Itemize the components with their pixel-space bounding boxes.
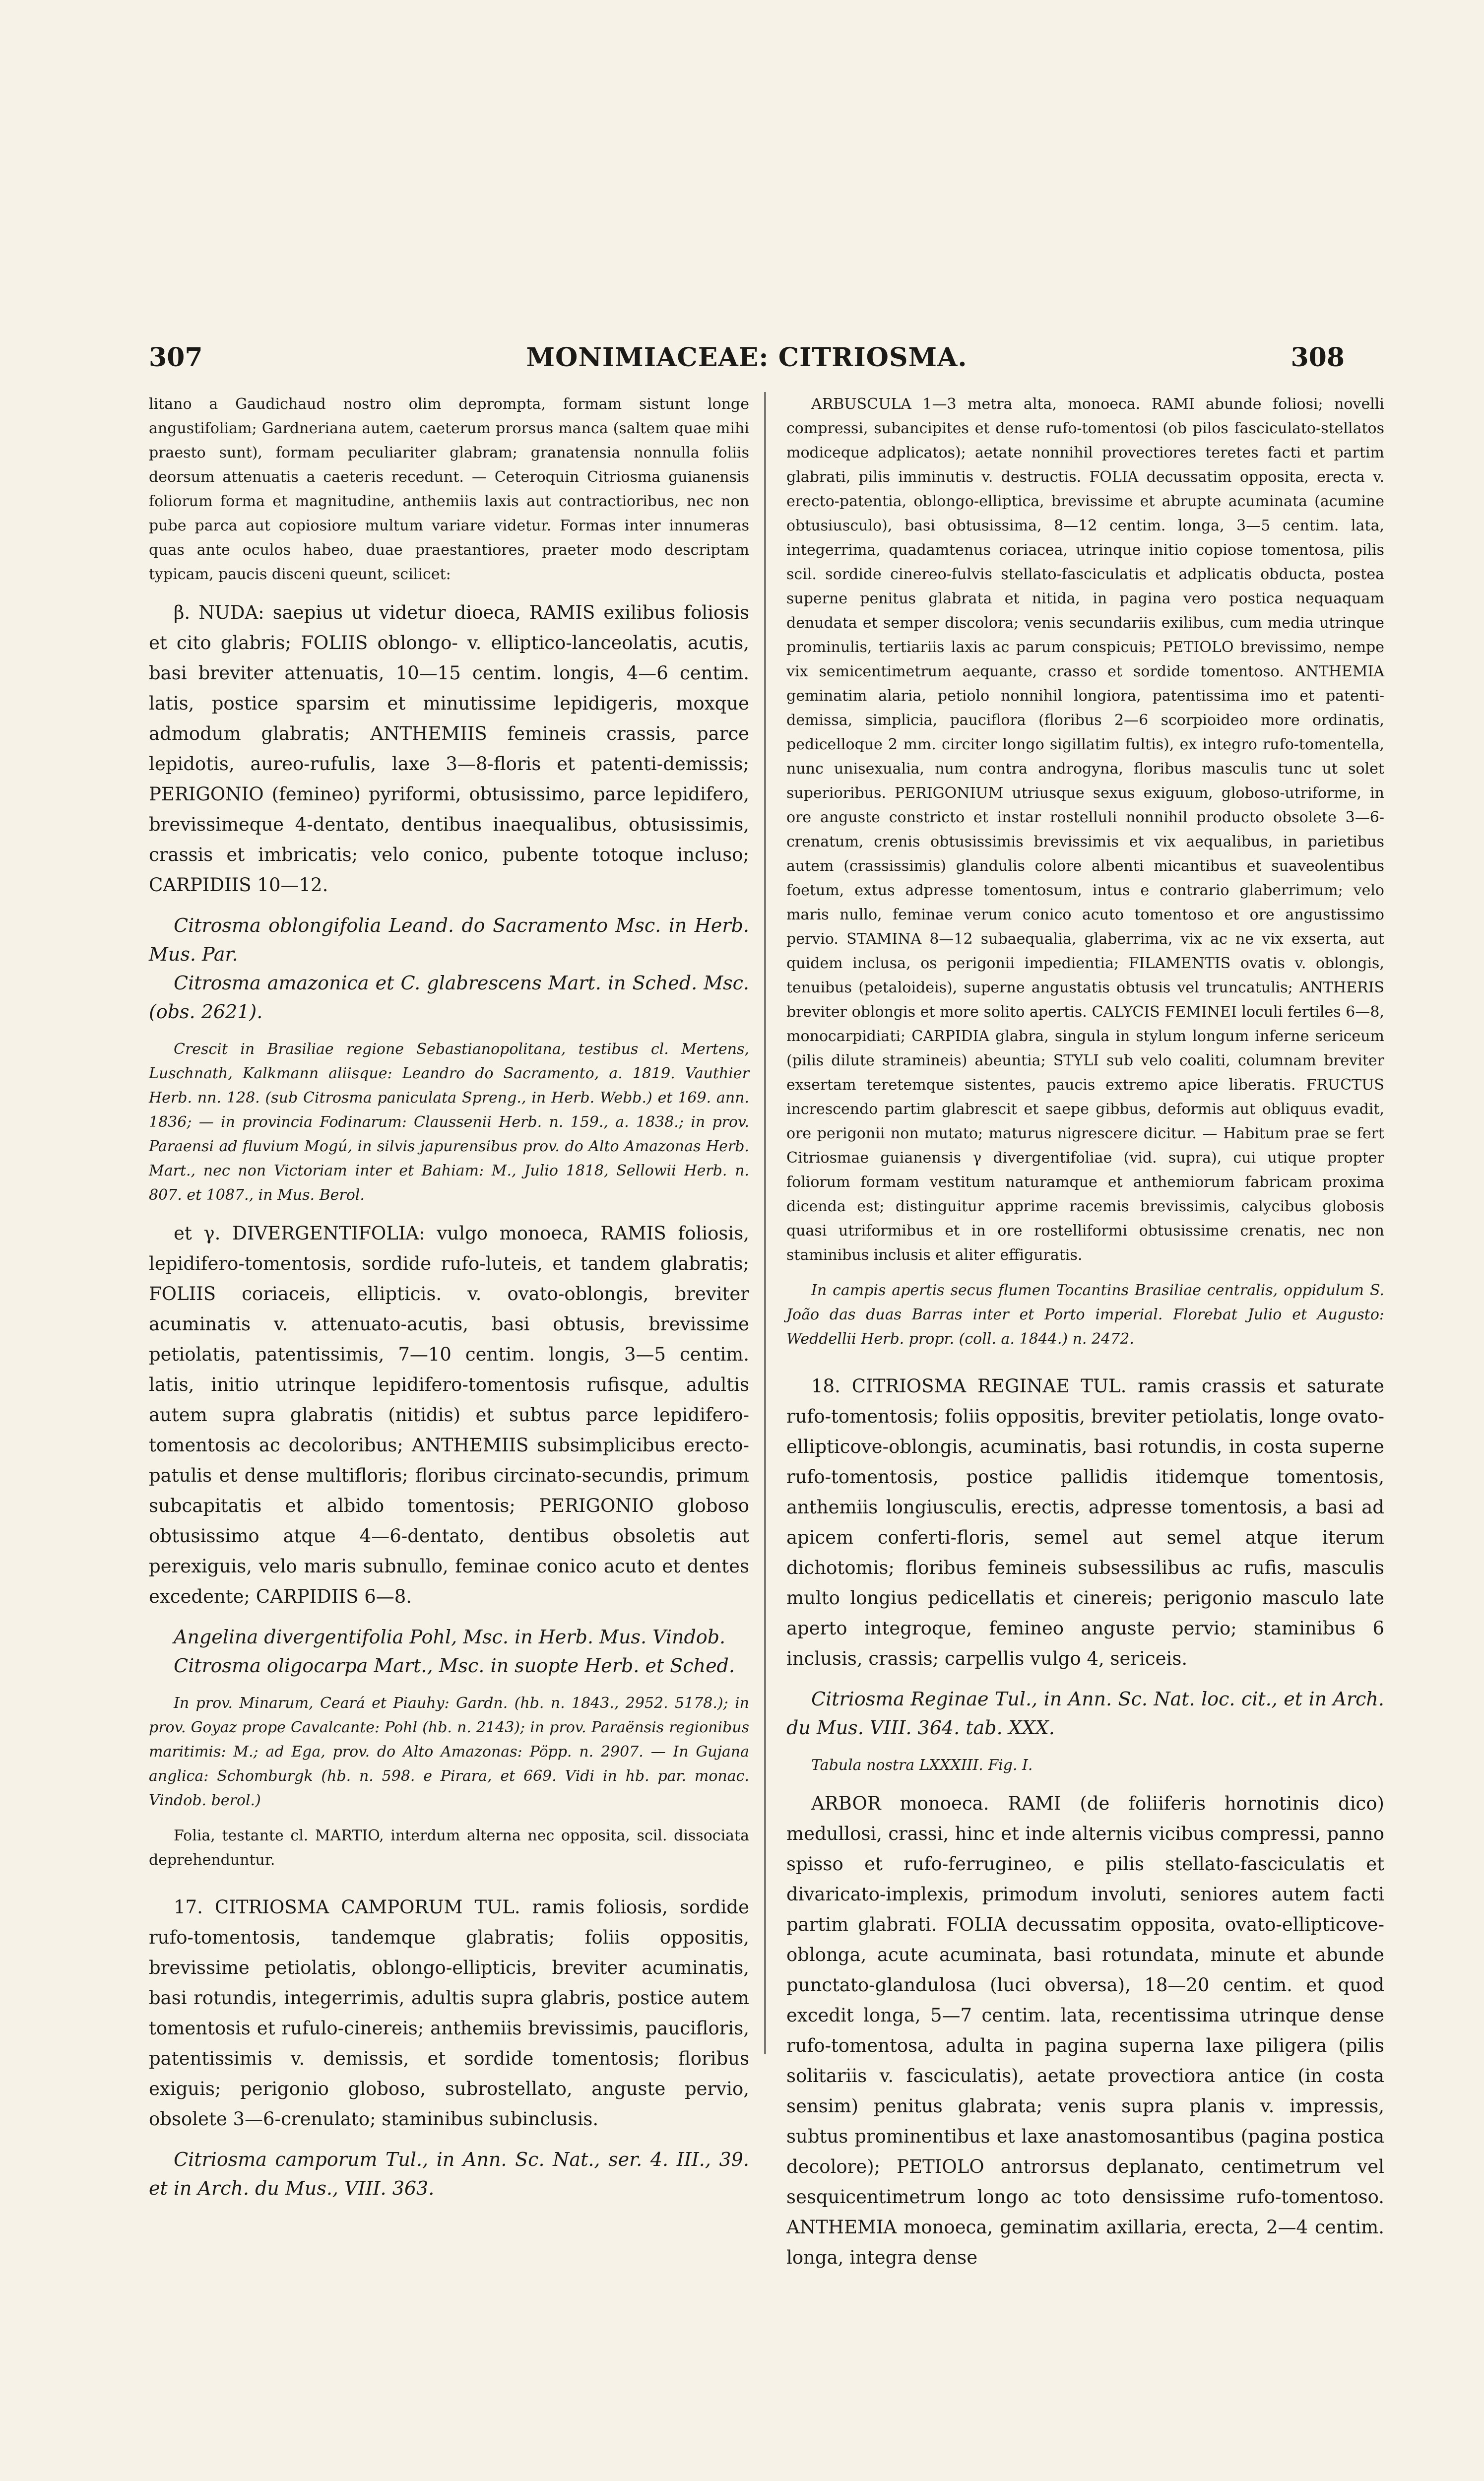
locality-citation: In prov. Minarum, Ceará et Piauhy: Gardn. (hb. n. 1843., 2952. 5178.); in prov. Goyaz prope Cavalcante: Pohl (hb. n. 2143); in prov. Paraënsis regionibus maritimis: M.; ad Ega, prov. do Alto Amazonas: Pöpp. n. 2907. — In Gujana anglica: Schomburgk (hb. n. 598. e Pirara, et 669. Vidi in hb. par. monac. Vindob. berol.) bbox=[149, 1695, 749, 1809]
left-column bbox=[149, 392, 749, 2203]
column-divider bbox=[764, 392, 766, 2054]
paragraph: litano a Gaudichaud nostro olim deprompta, formam sistunt longe angustifoliam; Gardneriana autem, caeterum prorsus manca (saltem quae mihi praesto sunt), formam peculiariter glabram; granatensia nonnulla foliis deorsum attenuatis a caeteris recedunt. — Ceteroquin Citriosma guianensis foliorum forma et magnitudine, anthemiis laxis aut contractioribus, nec non pube parca aut copiosiore multum variare videtur. Formas inter innumeras quas ante oculos habeo, duae praestantiores, praeter modo descriptam typicam, paucis disceni queunt, scilicet: bbox=[149, 395, 749, 583]
variety-beta-description: β. NUDA: saepius ut videtur dioeca, RAMIS exilibus foliosis et cito glabris; FOLIIS oblongo- v. elliptico-lanceolatis, acutis, basi breviter attenuatis, 10—15 centim. longis, 4—6 centim. latis, postice sparsim et minutissime lepidigeris, moxque admodum glabratis; ANTHEMIIS femineis crassis, parce lepidotis, aureo-rufulis, laxe 3—8-floris et patenti-demissis; PERIGONIO (femineo) pyriformi, obtusissimo, parce lepidifero, brevissimeque 4-dentato, dentibus inaequalibus, obtusissimis, crassis et imbricatis; velo conico, pubente totoque incluso; CARPIDIIS 10—12. bbox=[149, 602, 749, 896]
synonym: Citriosma camporum Tul., in Ann. Sc. Nat., ser. 4. III., 39. et in Arch. du Mus., VIII. 363. bbox=[149, 2149, 749, 2199]
synonym: Citrosma oligocarpa Mart., Msc. in suopte Herb. et Sched. bbox=[174, 1655, 735, 1677]
locality-citation: In campis apertis secus flumen Tocantins Brasiliae centralis, oppidulum S. João das duas Barras inter et Porto imperial. Florebat Julio et Augusto: Weddellii Herb. propr. (coll. a. 1844.) n. 2472. bbox=[786, 1282, 1384, 1348]
page-number-right: 308 bbox=[1290, 342, 1345, 373]
page-number-left: 307 bbox=[149, 342, 203, 373]
synonym: Citrosma oblongifolia Leand. do Sacramento Msc. in Herb. Mus. Par. bbox=[149, 914, 749, 965]
locality-citation: Crescit in Brasiliae regione Sebastianopolitana, testibus cl. Mertens, Luschnath, Kalkmann aliisque: Leandro do Sacramento, a. 1819. Vauthier Herb. nn. 128. (sub Citrosma paniculata Spreng., in Herb. Webb.) et 169. ann. 1836; — in provincia Fodinarum: Claussenii Herb. n. 159., a. 1838.; in prov. Paraensi ad fluvium Mogú, in silvis japurensibus prov. do Alto Amazonas Herb. Mart., nec non Victoriam inter et Bahiam: M., Julio 1818, Sellowii Herb. n. 807. et 1087., in Mus. Berol. bbox=[149, 1041, 749, 1204]
species-18-diagnosis: 18. CITRIOSMA REGINAE TUL. ramis crassis et saturate rufo-tomentosis; foliis oppositis, breviter petiolatis, longe ovato-ellipticove-oblongis, acuminatis, basi rotundis, in costa superne rufo-tomentosis, postice pallidis itidemque tomentosis, anthemiis longiusculis, erectis, adpresse tomentosis, a basi ad apicem conferti-floris, semel aut semel atque iterum dichotomis; floribus femineis subsessilibus ac rufis, masculis multo longius pedicellatis et cinereis; perigonio masculo late aperto integroque, femineo anguste pervio; staminibus 6 inclusis, crassis; carpellis vulgo 4, sericeis. bbox=[786, 1375, 1384, 1669]
note: Folia, testante cl. MARTIO, interdum alterna nec opposita, scil. dissociata deprehenduntur. bbox=[149, 1827, 749, 1869]
synonym: Citrosma amazonica et C. glabrescens Mart. in Sched. Msc. (obs. 2621). bbox=[149, 972, 749, 1023]
synonym: Citriosma Reginae Tul., in Ann. Sc. Nat. loc. cit., et in Arch. du Mus. VIII. 364. tab. XXX. bbox=[786, 1688, 1384, 1739]
species-17-diagnosis: 17. CITRIOSMA CAMPORUM TUL. ramis foliosis, sordide rufo-tomentosis, tandemque glabratis; foliis oppositis, brevissime petiolatis, oblongo-ellipticis, breviter acuminatis, basi rotundis, integerrimis, adultis supra glabris, postice autem tomentosis et rufulo-cinereis; anthemiis brevissimis, paucifloris, patentissimis v. demissis, et sordide tomentosis; floribus exiguis; perigonio globoso, subrostellato, anguste pervio, obsolete 3—6-crenulato; staminibus subinclusis. bbox=[149, 1896, 749, 2130]
synonym: Angelina divergentifolia Pohl, Msc. in Herb. Mus. Vindob. bbox=[174, 1626, 726, 1648]
page-header bbox=[149, 342, 1345, 377]
variety-gamma-description: et γ. DIVERGENTIFOLIA: vulgo monoeca, RAMIS foliosis, lepidifero-tomentosis, sordide rufo-luteis, et tandem glabratis; FOLIIS coriaceis, ellipticis. v. ovato-oblongis, breviter acuminatis v. attenuato-acutis, basi obtusis, brevissime petiolatis, patentissimis, 7—10 centim. longis, 3—5 centim. latis, initio utrinque lepidifero-tomentosis rufisque, adultis autem supra glabratis (nitidis) et subtus parce lepidifero-tomentosis ac decoloribus; ANTHEMIIS subsimplicibus erecto-patulis et dense multifloris; floribus circinato-secundis, primum subcapitatis et albido tomentosis; PERIGONIO globoso obtusissimo atque 4—6-dentato, dentibus obsoletis aut perexiguis, velo maris subnullo, feminae conico acuto et dentes excedente; CARPIDIIS 6—8. bbox=[149, 1223, 749, 1607]
species-description: ARBUSCULA 1—3 metra alta, monoeca. RAMI abunde foliosi; novelli compressi, subancipites et dense rufo-tomentosi (ob pilos fasciculato-stellatos modiceque adplicatos); aetate nonnihil provectiores teretes facti et partim glabrati, pilis imminutis v. destructis. FOLIA decussatim opposita, erecta v. erecto-patentia, oblongo-elliptica, brevissime et abrupte acuminata (acumine obtusiusculo), basi obtusissima, 8—12 centim. longa, 3—5 centim. lata, integerrima, quadamtenus coriacea, utrinque initio copiose tomentosa, pilis scil. sordide cinereo-fulvis stellato-fasciculatis et adplicatis obducta, postea superne penitus glabrata et nitida, in pagina vero postica nequaquam denudata et semper discolora; venis secundariis exilibus, cum media utrinque prominulis, tertiariis laxis ac parum conspicuis; PETIOLO brevissimo, nempe vix semicentimetrum aequante, crasso et sordide tomentoso. ANTHEMIA geminatim alaria, petiolo nonnihil longiora, patentissima imo et patenti-demissa, simplicia, pauciflora (floribus 2—6 scorpioideo more ordinatis, pedicelloque 2 mm. circiter longo sigillatim fultis), ex integro rufo-tomentella, nunc unisexualia, num contra androgyna, floribus masculis tunc ut solet superioribus. PERIGONIUM utriusque sexus exiguum, globoso-utriforme, in ore anguste constricto et instar rostelluli nonnihil producto obsolete 3—6-crenatum, crenis obtusissimis brevissimis et vix aequalibus, in parietibus autem (crassissimis) glandulis colore albenti micantibus et suaveolentibus foetum, extus adpresse tomentosum, intus e contrario glaberrimum; velo maris nullo, feminae verum conico acuto tomentoso et ore angustissimo pervio. STAMINA 8—12 subaequalia, glaberrima, vix ac ne vix exserta, aut quidem inclusa, os perigonii impedientia; FILAMENTIS ovatis v. oblongis, tenuibus (petaloideis), superne angustatis obtusis vel truncatulis; ANTHERIS breviter oblongis et more solito apertis. CALYCIS FEMINEI loculi fertiles 6—8, monocarpidiati; CARPIDIA glabra, singula in stylum longum inferne sericeum (pilis dilute stramineis) abeuntia; STYLI sub velo coaliti, columnam breviter exsertam teretemque sistentes, paucis extremo apice liberatis. FRUCTUS increscendo partim glabrescit et saepe gibbus, deformis aut obliquus evadit, ore perigonii non mutato; maturus nigrescere dicitur. — Habitum prae se fert Citriosmae guianensis γ divergentifoliae (vid. supra), cui utique propter foliorum formam vestitum naturamque et anthemiorum fabricam proxima dicenda est; distinguitur apprime racemis brevissimis, calycibus globosis quasi utriformibus et in ore rostelliformi obtusissime crenatis, nec non staminibus inclusis et aliter effiguratis. bbox=[786, 395, 1384, 1264]
running-title: MONIMIACEAE: CITRIOSMA. bbox=[526, 342, 968, 373]
species-description: ARBOR monoeca. RAMI (de foliiferis hornotinis dico) medullosi, crassi, hinc et inde alternis vicibus compressi, panno spisso et rufo-ferrugineo, e pilis stellato-fasciculatis et divaricato-implexis, primodum involuti, seniores autem facti partim glabrati. FOLIA decussatim opposita, ovato-ellipticove-oblonga, acute acuminata, basi rotundata, minute et abunde punctato-glandulosa (luci obversa), 18—20 centim. et quod excedit longa, 5—7 centim. lata, recentissima utrinque dense rufo-tomentosa, adulta in pagina superna laxe piligera (pilis solitariis v. fasciculatis), aetate provectiora antice (in costa sensim) penitus glabrata; venis supra planis v. impressis, subtus prominentibus et laxe anastomosantibus (pagina postica decolore); PETIOLO antrorsus deplanato, centimetrum vel sesquicentimetrum longo ac toto densissime rufo-tomentoso. ANTHEMIA monoeca, geminatim axillaria, erecta, 2—4 centim. longa, integra dense bbox=[786, 1793, 1384, 2268]
right-column bbox=[786, 392, 1384, 2284]
plate-reference: Tabula nostra LXXXIII. Fig. I. bbox=[811, 1757, 1033, 1774]
